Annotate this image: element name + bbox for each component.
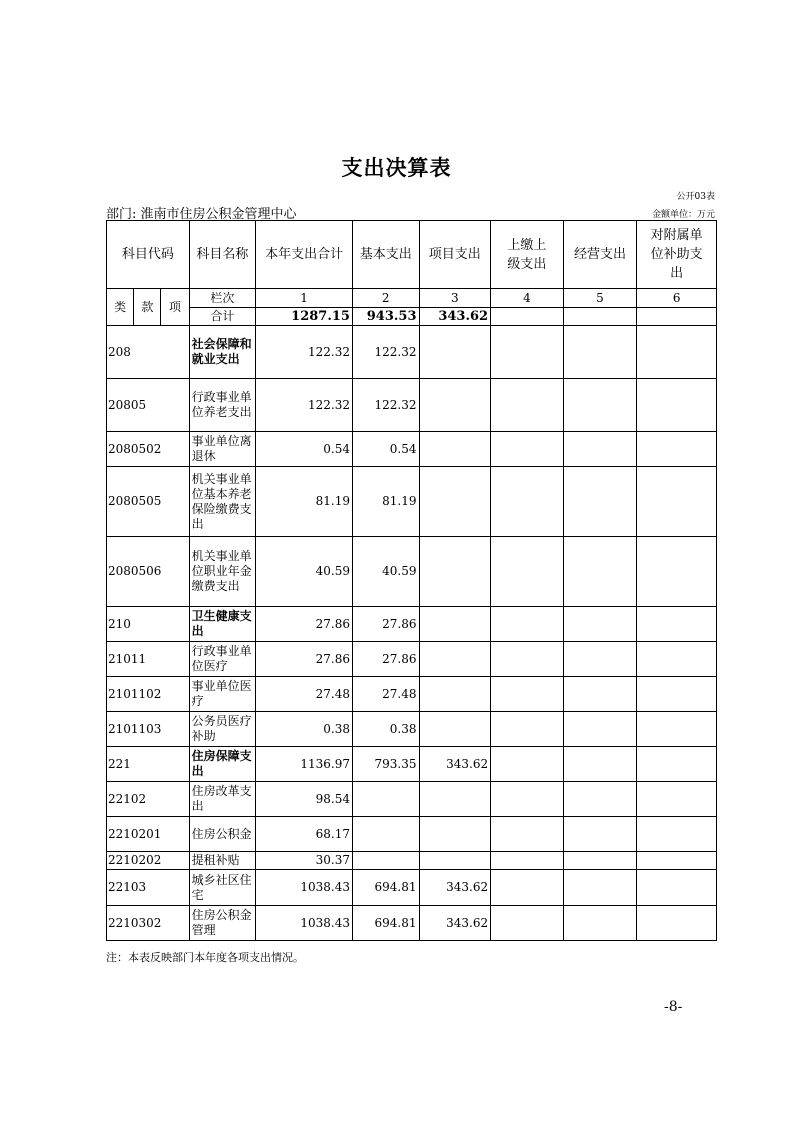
- row-name: 机关事业单位职业年金缴费支出: [189, 537, 256, 607]
- table-row: [107, 537, 717, 607]
- row-basic: 694.81: [352, 906, 419, 941]
- row-upper: [491, 747, 564, 782]
- row-basic: 81.19: [352, 467, 419, 537]
- row-basic: [352, 852, 419, 870]
- table-row: [107, 642, 717, 677]
- header-project: 项目支出: [419, 221, 491, 289]
- row-business: [563, 817, 637, 852]
- table-row: [107, 870, 717, 906]
- row-code: 2210202: [107, 852, 190, 870]
- row-business: [563, 537, 637, 607]
- total-row: [107, 308, 717, 326]
- row-business: [563, 747, 637, 782]
- row-name: 住房改革支出: [189, 782, 256, 817]
- row-project: 343.62: [419, 870, 491, 906]
- row-subsidy: [637, 677, 717, 712]
- row-code: 2080506: [107, 537, 190, 607]
- row-total: 30.37: [256, 852, 353, 870]
- row-code: 208: [107, 326, 190, 379]
- header-xiang: 项: [161, 289, 189, 326]
- header-business: 经营支出: [563, 221, 637, 289]
- row-code: 21011: [107, 642, 190, 677]
- row-subsidy: [637, 817, 717, 852]
- row-name: 住房公积金: [189, 817, 256, 852]
- row-name: 事业单位医疗: [189, 677, 256, 712]
- col-index-5: 5: [563, 289, 637, 308]
- row-business: [563, 326, 637, 379]
- row-name: 事业单位离退休: [189, 432, 256, 467]
- row-total: 68.17: [256, 817, 353, 852]
- row-basic: 0.54: [352, 432, 419, 467]
- row-project: [419, 677, 491, 712]
- row-basic: 793.35: [352, 747, 419, 782]
- row-upper: [491, 537, 564, 607]
- row-business: [563, 607, 637, 642]
- header-lei: 类: [107, 289, 134, 326]
- row-total: 1136.97: [256, 747, 353, 782]
- table-row: [107, 467, 717, 537]
- header-kuan: 款: [134, 289, 161, 326]
- form-number: 公开03表: [676, 192, 715, 202]
- row-upper: [491, 782, 564, 817]
- row-business: [563, 677, 637, 712]
- row-upper: [491, 817, 564, 852]
- table-row: [107, 432, 717, 467]
- row-business: [563, 782, 637, 817]
- header-basic: 基本支出: [352, 221, 419, 289]
- row-name: 城乡社区住宅: [189, 870, 256, 906]
- row-upper: [491, 467, 564, 537]
- header-code: 科目代码: [107, 221, 190, 289]
- table-row: [107, 782, 717, 817]
- column-index-row: [107, 289, 717, 308]
- row-name: 公务员医疗补助: [189, 712, 256, 747]
- row-upper: [491, 326, 564, 379]
- row-basic: [352, 817, 419, 852]
- row-subsidy: [637, 607, 717, 642]
- row-business: [563, 432, 637, 467]
- table-row: [107, 326, 717, 379]
- total-label: 合计: [189, 308, 256, 326]
- department-label: 部门: 淮南市住房公积金管理中心: [106, 207, 297, 222]
- row-project: [419, 817, 491, 852]
- row-project: [419, 607, 491, 642]
- row-upper: [491, 607, 564, 642]
- row-business: [563, 467, 637, 537]
- table-row: [107, 747, 717, 782]
- row-subsidy: [637, 537, 717, 607]
- row-code: 2080502: [107, 432, 190, 467]
- table-row: [107, 906, 717, 941]
- row-total: 27.86: [256, 607, 353, 642]
- table-row: [107, 379, 717, 432]
- row-subsidy: [637, 782, 717, 817]
- row-basic: 27.86: [352, 607, 419, 642]
- col-index-4: 4: [491, 289, 564, 308]
- row-total: 1038.43: [256, 906, 353, 941]
- row-basic: 0.38: [352, 712, 419, 747]
- row-basic: 27.48: [352, 677, 419, 712]
- col-index-1: 1: [256, 289, 353, 308]
- row-name: 社会保障和就业支出: [189, 326, 256, 379]
- row-total: 1038.43: [256, 870, 353, 906]
- row-code: 22102: [107, 782, 190, 817]
- row-business: [563, 379, 637, 432]
- row-project: [419, 852, 491, 870]
- row-upper: [491, 432, 564, 467]
- row-project: [419, 782, 491, 817]
- row-basic: 40.59: [352, 537, 419, 607]
- row-name: 行政事业单位养老支出: [189, 379, 256, 432]
- row-subsidy: [637, 712, 717, 747]
- row-upper: [491, 712, 564, 747]
- total-basic: 943.53: [352, 308, 419, 326]
- row-business: [563, 870, 637, 906]
- header-upper: 上缴上级支出: [491, 221, 564, 289]
- table-row: [107, 607, 717, 642]
- row-basic: 122.32: [352, 326, 419, 379]
- row-subsidy: [637, 747, 717, 782]
- row-project: [419, 712, 491, 747]
- row-code: 2210302: [107, 906, 190, 941]
- total-subsidy: [637, 308, 717, 326]
- row-name: 机关事业单位基本养老保险缴费支出: [189, 467, 256, 537]
- row-code: 20805: [107, 379, 190, 432]
- row-upper: [491, 379, 564, 432]
- row-subsidy: [637, 852, 717, 870]
- row-total: 40.59: [256, 537, 353, 607]
- row-code: 2101102: [107, 677, 190, 712]
- row-project: [419, 379, 491, 432]
- total-amount: 1287.15: [256, 308, 353, 326]
- header-row: [107, 221, 717, 289]
- row-upper: [491, 852, 564, 870]
- row-code: 210: [107, 607, 190, 642]
- total-upper: [491, 308, 564, 326]
- row-business: [563, 906, 637, 941]
- row-name: 行政事业单位医疗: [189, 642, 256, 677]
- row-project: [419, 432, 491, 467]
- row-total: 0.38: [256, 712, 353, 747]
- row-upper: [491, 677, 564, 712]
- row-subsidy: [637, 379, 717, 432]
- row-name: 卫生健康支出: [189, 607, 256, 642]
- table-row: [107, 712, 717, 747]
- header-total: 本年支出合计: [256, 221, 353, 289]
- table-row: [107, 677, 717, 712]
- table-row: [107, 817, 717, 852]
- row-name: 住房公积金管理: [189, 906, 256, 941]
- row-subsidy: [637, 642, 717, 677]
- row-basic: 122.32: [352, 379, 419, 432]
- row-business: [563, 712, 637, 747]
- row-business: [563, 642, 637, 677]
- amount-unit: 金额单位：万元: [651, 210, 715, 220]
- col-index-6: 6: [637, 289, 717, 308]
- row-total: 27.48: [256, 677, 353, 712]
- row-upper: [491, 870, 564, 906]
- row-subsidy: [637, 326, 717, 379]
- row-code: 2210201: [107, 817, 190, 852]
- row-code: 221: [107, 747, 190, 782]
- row-upper: [491, 906, 564, 941]
- row-project: [419, 642, 491, 677]
- row-total: 81.19: [256, 467, 353, 537]
- total-project: 343.62: [419, 308, 491, 326]
- row-name: 提租补贴: [189, 852, 256, 870]
- row-project: [419, 467, 491, 537]
- row-total: 122.32: [256, 379, 353, 432]
- row-project: 343.62: [419, 906, 491, 941]
- expenditure-table: [106, 220, 717, 941]
- page-title: 支出决算表: [341, 156, 452, 180]
- row-total: 98.54: [256, 782, 353, 817]
- row-code: 2080505: [107, 467, 190, 537]
- table-note: 注：本表反映部门本年度各项支出情况。: [106, 951, 304, 964]
- row-subsidy: [637, 432, 717, 467]
- page-number: -8-: [664, 999, 683, 1015]
- col-index-3: 3: [419, 289, 491, 308]
- row-total: 27.86: [256, 642, 353, 677]
- table-row: [107, 852, 717, 870]
- row-total: 122.32: [256, 326, 353, 379]
- row-basic: [352, 782, 419, 817]
- col-index-2: 2: [352, 289, 419, 308]
- row-subsidy: [637, 870, 717, 906]
- row-upper: [491, 642, 564, 677]
- total-business: [563, 308, 637, 326]
- row-name: 住房保障支出: [189, 747, 256, 782]
- row-subsidy: [637, 467, 717, 537]
- row-basic: 694.81: [352, 870, 419, 906]
- header-lanci: 栏次: [189, 289, 256, 308]
- row-project: [419, 326, 491, 379]
- row-code: 2101103: [107, 712, 190, 747]
- header-name: 科目名称: [189, 221, 256, 289]
- row-subsidy: [637, 906, 717, 941]
- row-basic: 27.86: [352, 642, 419, 677]
- row-business: [563, 852, 637, 870]
- row-code: 22103: [107, 870, 190, 906]
- row-project: [419, 537, 491, 607]
- header-subsidy: 对附属单位补助支出: [637, 221, 717, 289]
- row-total: 0.54: [256, 432, 353, 467]
- row-project: 343.62: [419, 747, 491, 782]
